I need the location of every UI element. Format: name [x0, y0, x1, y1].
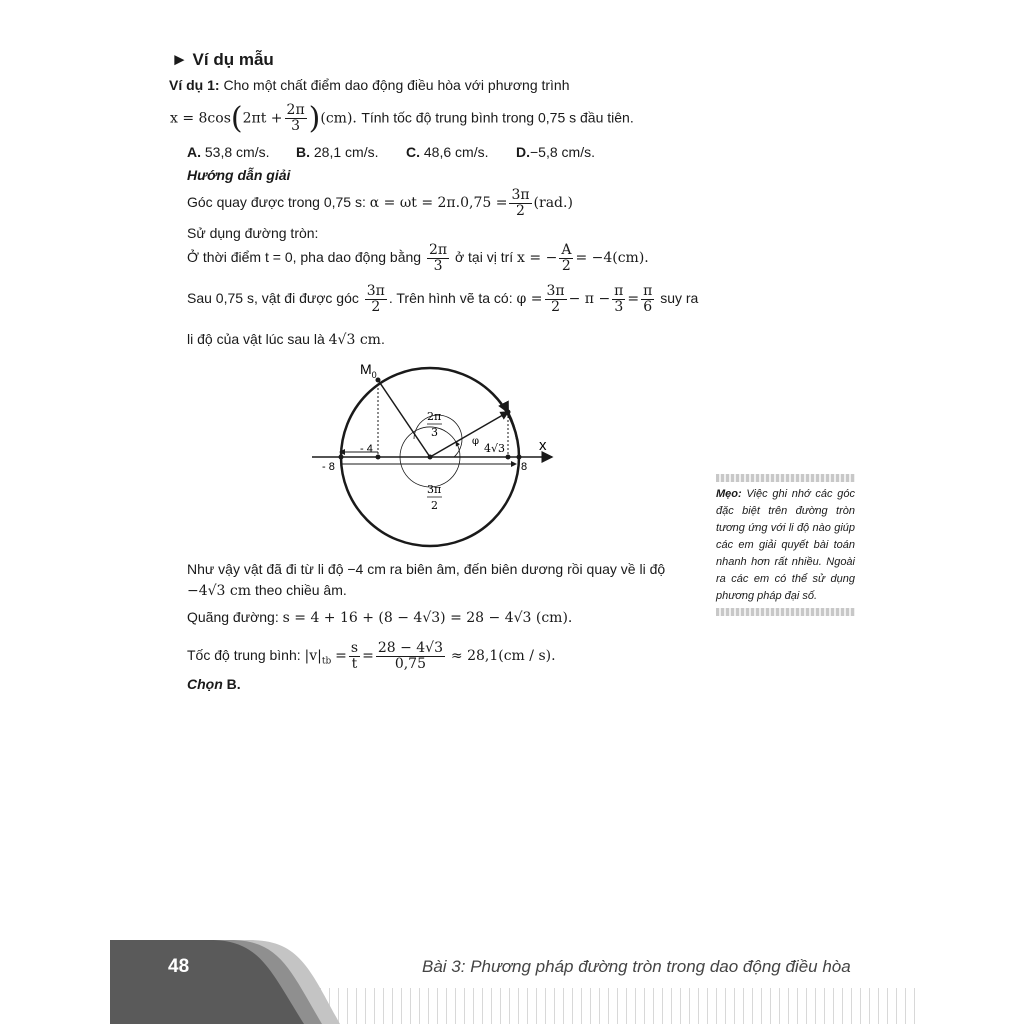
solution-heading: Hướng dẫn giải: [187, 167, 291, 183]
unit-circle-diagram: [310, 360, 560, 550]
equation-fraction: $\frac{2\pi}{3}$: [286, 102, 305, 134]
point-pos8: [517, 455, 522, 460]
arc-bot-num: 3π: [427, 483, 442, 496]
point-neg8: [339, 455, 344, 460]
pos8-label: 8: [521, 461, 528, 473]
option-c: C. 48,6 cm/s.: [406, 144, 489, 160]
m0-label: $M_0$: [360, 361, 377, 380]
arc-top-num: 2π: [427, 410, 442, 423]
section-title: ► Ví dụ mẫu: [171, 50, 274, 69]
lesson-title: Bài 3: Phương pháp đường tròn trong dao động điều hòa: [422, 957, 851, 976]
radius-m0: [378, 380, 430, 457]
example-line: [169, 77, 570, 93]
pos-4sqrt3-label: 4√3: [484, 442, 506, 455]
path-text-2: −4√3 cm theo chiều âm.: [187, 582, 347, 599]
equation-arg: 2πt +: [242, 110, 283, 127]
t0-line: Ở thời điểm t = 0, pha dao động bằng $\frac{2\pi}{3}$ ở tại vị trí x = − $\frac{A}{2}$ = −4(cm).: [187, 242, 649, 274]
point-m: [506, 410, 511, 415]
equation-line: x = 8cos(2πt + $\frac{2\pi}{3}$ )(cm). Tính tốc độ trung bình trong 0,75 s đầu tiên.: [170, 101, 634, 136]
neg8-label: - 8: [322, 461, 335, 473]
tip-stripe-bottom: [716, 608, 855, 616]
footer-grid: [320, 988, 920, 1024]
after-line: Sau 0,75 s, vật đi được góc $\frac{3\pi}{2}$ . Trên hình vẽ ta có: φ = $\frac{3\pi}{2}$ − π − $\frac{\pi}{3}$ = $\frac{\pi}{6}$ suy ra: [187, 283, 699, 315]
equation-unit: (cm).: [320, 110, 357, 127]
path-text-1: Như vậy vật đã đi từ li độ −4 cm ra biên âm, đến biên dương rồi quay về li độ: [187, 561, 666, 577]
example-text: Cho một chất điểm dao động điều hòa với phương trình: [223, 77, 570, 93]
option-d: D.−5,8 cm/s.: [516, 144, 595, 160]
x-axis-label: x: [539, 437, 547, 454]
option-b: B. 28,1 cm/s.: [296, 144, 379, 160]
option-a: A. 53,8 cm/s.: [187, 144, 270, 160]
speed-line: Tốc độ trung bình: $|v|_{tb}$ = $\frac{s}{t}$ = $\frac{28 - 4√3}{0,75}$ ≈ 28,1(cm / s).: [187, 640, 556, 672]
neg4-label: - 4: [360, 443, 373, 455]
angle-line: Góc quay được trong 0,75 s: α = ωt = 2π.0,75 = $\frac{3\pi}{2}$ (rad.): [187, 187, 573, 219]
tip-box: Mẹo: Việc ghi nhớ các góc đặc biệt trên đường tròn tương ứng với li độ nào giúp các em giải quyết bài toán nhanh hơn rất nhiều. Ngoài ra các em có thể sử dụng phương pháp đại số.: [716, 488, 856, 602]
point-4sqrt3: [506, 455, 511, 460]
page-number: 48: [168, 956, 190, 977]
circle-text: Sử dụng đường tròn:: [187, 225, 319, 241]
distance-line: Quãng đường: s = 4 + 16 + (8 − 4√3) = 28 − 4√3 (cm).: [187, 609, 573, 626]
point-origin: [428, 455, 433, 460]
phi-label: φ: [472, 436, 480, 447]
footer-tab: [110, 940, 350, 1024]
answer-line: Chọn B.: [187, 676, 241, 692]
li-do-line: li độ của vật lúc sau là 4√3 cm.: [187, 331, 385, 348]
arc-top-den: 3: [431, 426, 438, 439]
example-label: Ví dụ 1:: [169, 77, 220, 93]
question-text: Tính tốc độ trung bình trong 0,75 s đầu tiên.: [361, 109, 634, 126]
tip-stripe-top: [716, 474, 855, 482]
arc-bot-den: 2: [431, 499, 438, 512]
point-neg4: [376, 455, 381, 460]
equation-lhs: x = 8cos: [170, 110, 231, 127]
